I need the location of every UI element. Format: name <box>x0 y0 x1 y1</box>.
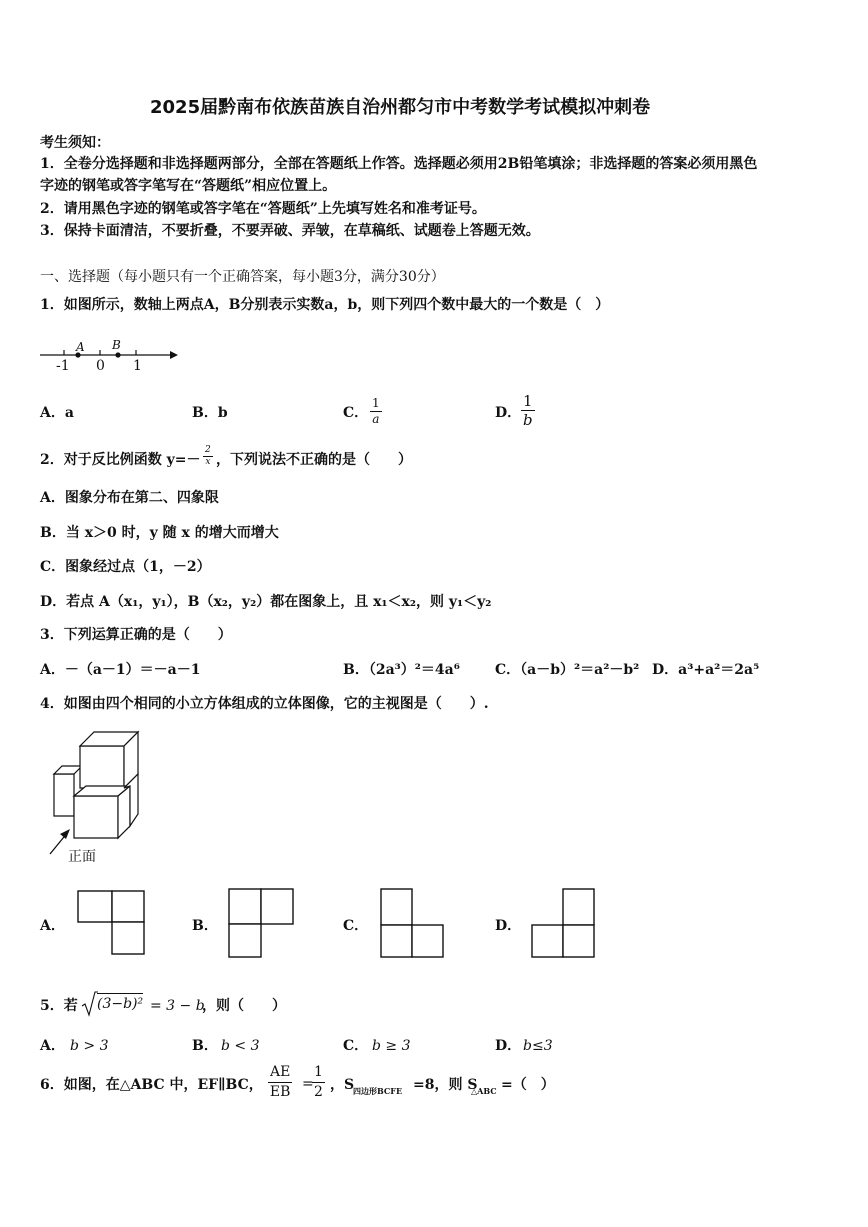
fraction-numerator: 1 <box>312 1063 325 1083</box>
question-6-stem-pre: 6．如图，在△ABC 中，EF∥BC， <box>40 1077 263 1093</box>
page-title: 2025届黔南布依族苗族自治州都匀市中考数学考试模拟冲刺卷 <box>150 97 651 118</box>
option-d-label: D． <box>495 1038 522 1054</box>
option-b-label: B． <box>192 918 218 934</box>
option-d-label: D． <box>495 918 522 934</box>
question-6-stem-end: =（ ） <box>501 1077 555 1093</box>
fraction-numerator: AE <box>268 1063 292 1083</box>
option-b: B．（2a³）²＝4a⁶ <box>343 662 460 678</box>
tick-label: 0 <box>96 358 105 374</box>
option-b-expr: b < 3 <box>221 1038 260 1054</box>
fraction-denominator: b <box>522 411 533 429</box>
option-d-fraction <box>521 393 535 430</box>
option-d-expr: b≤3 <box>523 1038 553 1054</box>
question-2-fraction <box>203 445 213 468</box>
question-4-stem: 4．如图由四个相同的小立方体组成的立体图像，它的主视图是（ ）. <box>40 696 489 712</box>
cube-stack-figure <box>44 726 154 856</box>
area-subscript-quad: 四边形BCFE <box>353 1086 403 1096</box>
option-d: D．a³+a²＝2a⁵ <box>652 662 760 678</box>
ratio-value-fraction <box>312 1063 325 1102</box>
section-heading: 一、选择题（每小题只有一个正确答案，每小题3分，满分30分） <box>40 269 445 285</box>
question-1-stem: 1．如图所示，数轴上两点A，B分别表示实数a，b，则下列四个数中最大的一个数是（ ） <box>40 297 610 313</box>
notice-item: 字迹的钢笔或答字笔写在“答题纸”相应位置上。 <box>40 178 337 194</box>
notice-item: 2．请用黑色字迹的钢笔或答字笔在“答题纸”上先填写姓名和准考证号。 <box>40 201 486 217</box>
question-3-stem: 3．下列运算正确的是（ ） <box>40 627 232 643</box>
option-b-view-figure <box>229 889 299 959</box>
option-c-label: C． <box>343 918 369 934</box>
front-view-label: 正面 <box>68 849 96 865</box>
option-d: D．若点 A（x₁，y₁），B（x₂，y₂）都在图象上，且 x₁＜x₂，则 y₁＜y₂ <box>40 594 492 610</box>
option-c-label: C． <box>343 1038 369 1054</box>
point-b-label: B <box>112 338 121 352</box>
fraction-denominator: 2 <box>314 1084 323 1100</box>
question-6-stem-mid: =8，则 S <box>413 1077 478 1093</box>
radical-sign-icon <box>82 991 98 1017</box>
option-a: A．a <box>40 405 74 421</box>
option-d-label: D． <box>495 405 522 421</box>
fraction-numerator: 2 <box>205 445 211 455</box>
option-b-label: B． <box>192 1038 218 1054</box>
point-a-label: A <box>76 340 85 354</box>
notice-item: 1．全卷分选择题和非选择题两部分，全部在答题纸上作答。选择题必须用2B铅笔填涂；非选择题的答案必须用黑色 <box>40 156 758 172</box>
option-a: A．图象分布在第二、四象限 <box>40 490 219 506</box>
option-c-view-figure <box>381 889 451 959</box>
option-a-label: A． <box>40 1038 65 1054</box>
option-a: A．－（a－1）＝－a－1 <box>40 662 201 678</box>
fraction-numerator: 1 <box>372 396 380 410</box>
area-subscript-triangle: △ABC <box>471 1086 497 1096</box>
question-5-stem-pre: 5．若 <box>40 998 78 1014</box>
tick-label: -1 <box>56 358 70 374</box>
option-b: B．当 x＞0 时，y 随 x 的增大而增大 <box>40 525 279 541</box>
option-c: C．图象经过点（1，－2） <box>40 559 211 575</box>
radicand: (3−b)² <box>97 993 143 1013</box>
question-5-equation: = 3 − b <box>150 998 205 1014</box>
option-b: B．b <box>192 405 228 421</box>
option-c-fraction <box>370 396 382 427</box>
tick-label: 1 <box>133 358 142 374</box>
question-2-stem-post: ，下列说法不正确的是（ ） <box>216 452 412 468</box>
equals-sign: = <box>302 1076 314 1092</box>
option-c-expr: b ≥ 3 <box>372 1038 411 1054</box>
option-a-label: A． <box>40 918 65 934</box>
question-6-area-symbol: ，S <box>330 1077 355 1093</box>
question-5-stem-post: ，则（ ） <box>202 998 286 1014</box>
fraction-denominator: x <box>205 457 211 467</box>
option-c-label: C． <box>343 405 369 421</box>
fraction-denominator: a <box>372 412 380 426</box>
fraction-numerator: 1 <box>523 392 533 410</box>
notice-heading: 考生须知： <box>40 135 110 151</box>
fraction-denominator: EB <box>269 1084 291 1100</box>
ratio-fraction <box>268 1063 292 1102</box>
option-a-expr: b > 3 <box>70 1038 109 1054</box>
question-2-stem-pre: 2．对于反比例函数 y=－ <box>40 452 201 468</box>
notice-item: 3．保持卡面清洁，不要折叠，不要弄破、弄皱，在草稿纸、试题卷上答题无效。 <box>40 223 540 239</box>
option-d-view-figure <box>532 889 602 959</box>
option-c: C．（a－b）²＝a²－b² <box>495 662 640 678</box>
option-a-view-figure <box>78 891 148 957</box>
